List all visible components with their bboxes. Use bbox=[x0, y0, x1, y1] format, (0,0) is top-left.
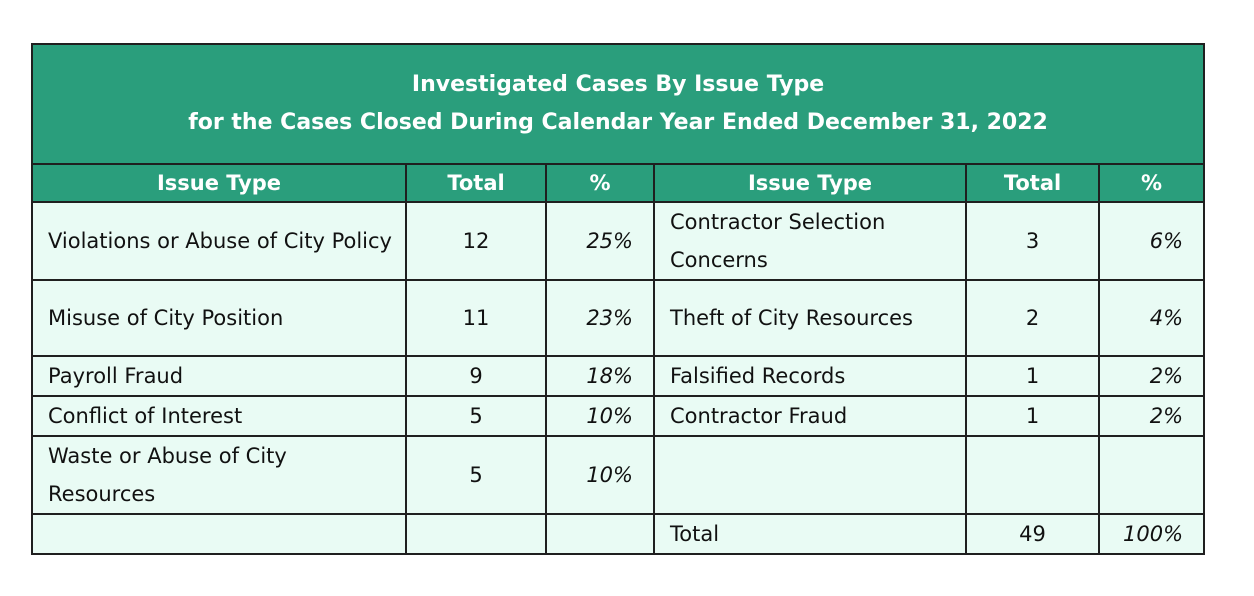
table-row bbox=[32, 396, 1204, 436]
percent-cell: 10% bbox=[546, 436, 654, 514]
total-cell: 9 bbox=[406, 356, 546, 396]
percent-cell: 18% bbox=[546, 356, 654, 396]
percent-cell: 23% bbox=[546, 280, 654, 356]
total-cell: 11 bbox=[406, 280, 546, 356]
header-issue-type-right: Issue Type bbox=[654, 164, 966, 202]
header-total-left: Total bbox=[406, 164, 546, 202]
empty-cell bbox=[406, 514, 546, 554]
total-row bbox=[32, 514, 1204, 554]
total-cell: 5 bbox=[406, 436, 546, 514]
percent-cell: 6% bbox=[1099, 202, 1204, 280]
empty-cell bbox=[546, 514, 654, 554]
empty-cell bbox=[654, 436, 966, 514]
total-cell: 5 bbox=[406, 396, 546, 436]
issue-type-cell: Misuse of City Position bbox=[32, 280, 406, 356]
table-row bbox=[32, 436, 1204, 514]
grand-total-count: 49 bbox=[966, 514, 1099, 554]
grand-total-label: Total bbox=[654, 514, 966, 554]
issue-type-cell: Contractor Fraud bbox=[654, 396, 966, 436]
total-cell: 1 bbox=[966, 356, 1099, 396]
percent-cell: 2% bbox=[1099, 356, 1204, 396]
issue-type-cell: Payroll Fraud bbox=[32, 356, 406, 396]
issue-type-cell: Waste or Abuse of City Resources bbox=[32, 436, 406, 514]
issue-type-cell: Violations or Abuse of City Policy bbox=[32, 202, 406, 280]
percent-cell: 25% bbox=[546, 202, 654, 280]
cases-by-issue-type-table bbox=[31, 43, 1205, 555]
percent-cell: 10% bbox=[546, 396, 654, 436]
total-cell: 2 bbox=[966, 280, 1099, 356]
empty-cell bbox=[1099, 436, 1204, 514]
table-row bbox=[32, 356, 1204, 396]
total-cell: 12 bbox=[406, 202, 546, 280]
empty-cell bbox=[966, 436, 1099, 514]
header-row bbox=[32, 164, 1204, 202]
header-percent-left: % bbox=[546, 164, 654, 202]
issue-type-cell: Falsified Records bbox=[654, 356, 966, 396]
empty-cell bbox=[32, 514, 406, 554]
issue-type-cell: Contractor Selection Concerns bbox=[654, 202, 966, 280]
table-title bbox=[32, 44, 1204, 164]
percent-cell: 4% bbox=[1099, 280, 1204, 356]
percent-cell: 2% bbox=[1099, 396, 1204, 436]
issue-type-cell: Conflict of Interest bbox=[32, 396, 406, 436]
total-cell: 1 bbox=[966, 396, 1099, 436]
total-cell: 3 bbox=[966, 202, 1099, 280]
table-title-line-2: for the Cases Closed During Calendar Year Ended December 31, 2022 bbox=[188, 110, 1048, 135]
header-total-right: Total bbox=[966, 164, 1099, 202]
grand-total-percent: 100% bbox=[1099, 514, 1204, 554]
header-percent-right: % bbox=[1099, 164, 1204, 202]
header-issue-type-left: Issue Type bbox=[32, 164, 406, 202]
table-title-line-1: Investigated Cases By Issue Type bbox=[411, 72, 825, 97]
table-row bbox=[32, 202, 1204, 280]
table-row bbox=[32, 280, 1204, 356]
issue-type-cell: Theft of City Resources bbox=[654, 280, 966, 356]
